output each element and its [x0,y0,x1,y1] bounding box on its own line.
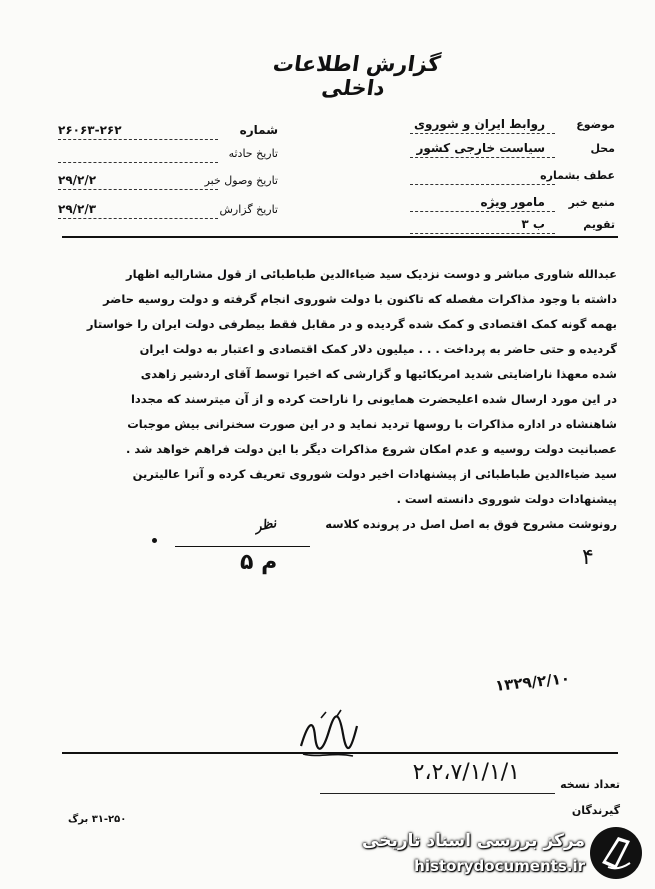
received-date-value: ۲۹/۲/۲ [58,173,97,187]
signature-scribble [293,706,363,766]
incident-date-row [58,141,278,163]
subject-row [360,112,615,134]
source-value: مامور ویژه [480,195,545,209]
footer-divider [62,752,618,754]
report-date-label: تاریخ گزارش [219,203,278,216]
right-margin-mark: ۴ [582,545,594,570]
received-date-label: تاریخ وصول خبر [204,174,278,187]
number-row [58,118,278,140]
rating-row [360,212,615,234]
received-date-dotted-line [58,189,218,190]
number-dotted-line [58,139,218,140]
report-date-row [58,197,278,219]
document-title: گزارش اطلاعات داخلی [271,52,442,100]
watermark-website: historydocuments.ir [414,857,585,875]
ink-dot [152,538,157,543]
body-line: گردیده و حتی حاضر به پرداخت . . . میلیون دلار کمک اقتصادی و اعتبار به دولت ایران [139,342,617,356]
signature-line [175,546,310,547]
body-line: رونوشت مشروح فوق به اصل اصل در پرونده کلاسه [325,517,617,531]
handwritten-number: ۲،۲،۷/۱/۱/۱ [412,760,520,785]
report-date-dotted-line [58,218,218,219]
watermark [350,823,650,883]
body-line: داشته با وجود مذاکرات مفصله که تاکنون با دولت شوروی انجام گرفته و دولت روسیه حاضر [103,292,617,306]
received-date-row [58,168,278,190]
archive-logo-icon [588,825,644,881]
body-line: عبدالله شاوری مباشر و دوست نزدیک سید ضیاء‌الدین طباطبائی از قول مشارالیه اظهار [126,267,617,281]
rating-label: تقویم [583,218,615,231]
number-label: شماره [239,123,278,137]
body-line: سید ضیاء‌الدین طباطبائی از پیشنهادات اخیر دولت شوروی تعریف کرده و آنرا عالیترین [132,467,617,481]
place-dotted-line [410,157,555,158]
subject-value: روابط ایران و شوروی [414,117,545,131]
number-value: ۲۶۰۶۳-۲۶۲ [58,123,122,137]
subject-dotted-line [410,133,555,134]
watermark-org-name: مرکز بررسی اسناد تاریخی [362,831,585,851]
copies-label: تعداد نسخه [560,778,620,791]
place-row [360,136,615,158]
body-line: پیشنهادات دولت شوروی دانسته است . [396,492,617,506]
report-body [62,262,617,537]
header-divider [62,236,618,238]
reference-dotted-line [410,184,555,185]
form-code: ۳۱-۲۵۰ برگ [68,814,127,825]
reference-row [360,163,615,185]
body-line: عصبانیت دولت روسیه و عدم امکان شروع مذاکرات دیگر با این دولت فراهم خواهد شد . [125,442,617,456]
copies-line [320,793,555,794]
body-line: شاهنشاه در اداره مذاکرات با روسها تردید نماید و در این صورت سخنرانی بیش موجبات [127,417,617,431]
subject-label: موضوع [576,118,615,131]
body-line: بهمه گونه کمک اقتصادی و کمک شده گردیده و در مقابل فقط بیطرفی دولت ایران را خواستار [86,317,617,331]
incident-date-dotted-line [58,162,218,163]
rating-value: ب ۳ [521,217,545,231]
source-label: منبع خبر [568,196,615,209]
rating-dotted-line [410,233,555,234]
place-label: محل [590,142,615,155]
place-value: سیاست خارجی کشور [416,141,545,155]
source-row [360,190,615,212]
margin-note: نظر [253,515,278,536]
reference-label: عطف بشماره [540,169,615,182]
incident-date-label: تاریخ حادثه [228,147,278,160]
body-line: شده معهذا ناراضایتی شدید امریکائیها و گزارشی که اخیرا توسط آقای اردشیر زاهدی [140,367,617,381]
handwritten-date: ۱۳۲۹/۲/۱۰ [494,669,571,695]
report-date-value: ۲۹/۲/۳ [58,202,97,216]
body-line: در این مورد ارسال شده اعلیحضرت همایونی را ناراحت کرده و از آن میترسند که مجددا [130,392,617,406]
recipients-label: گیرندگان [571,804,620,817]
page-mark: ۵ م [240,550,278,575]
